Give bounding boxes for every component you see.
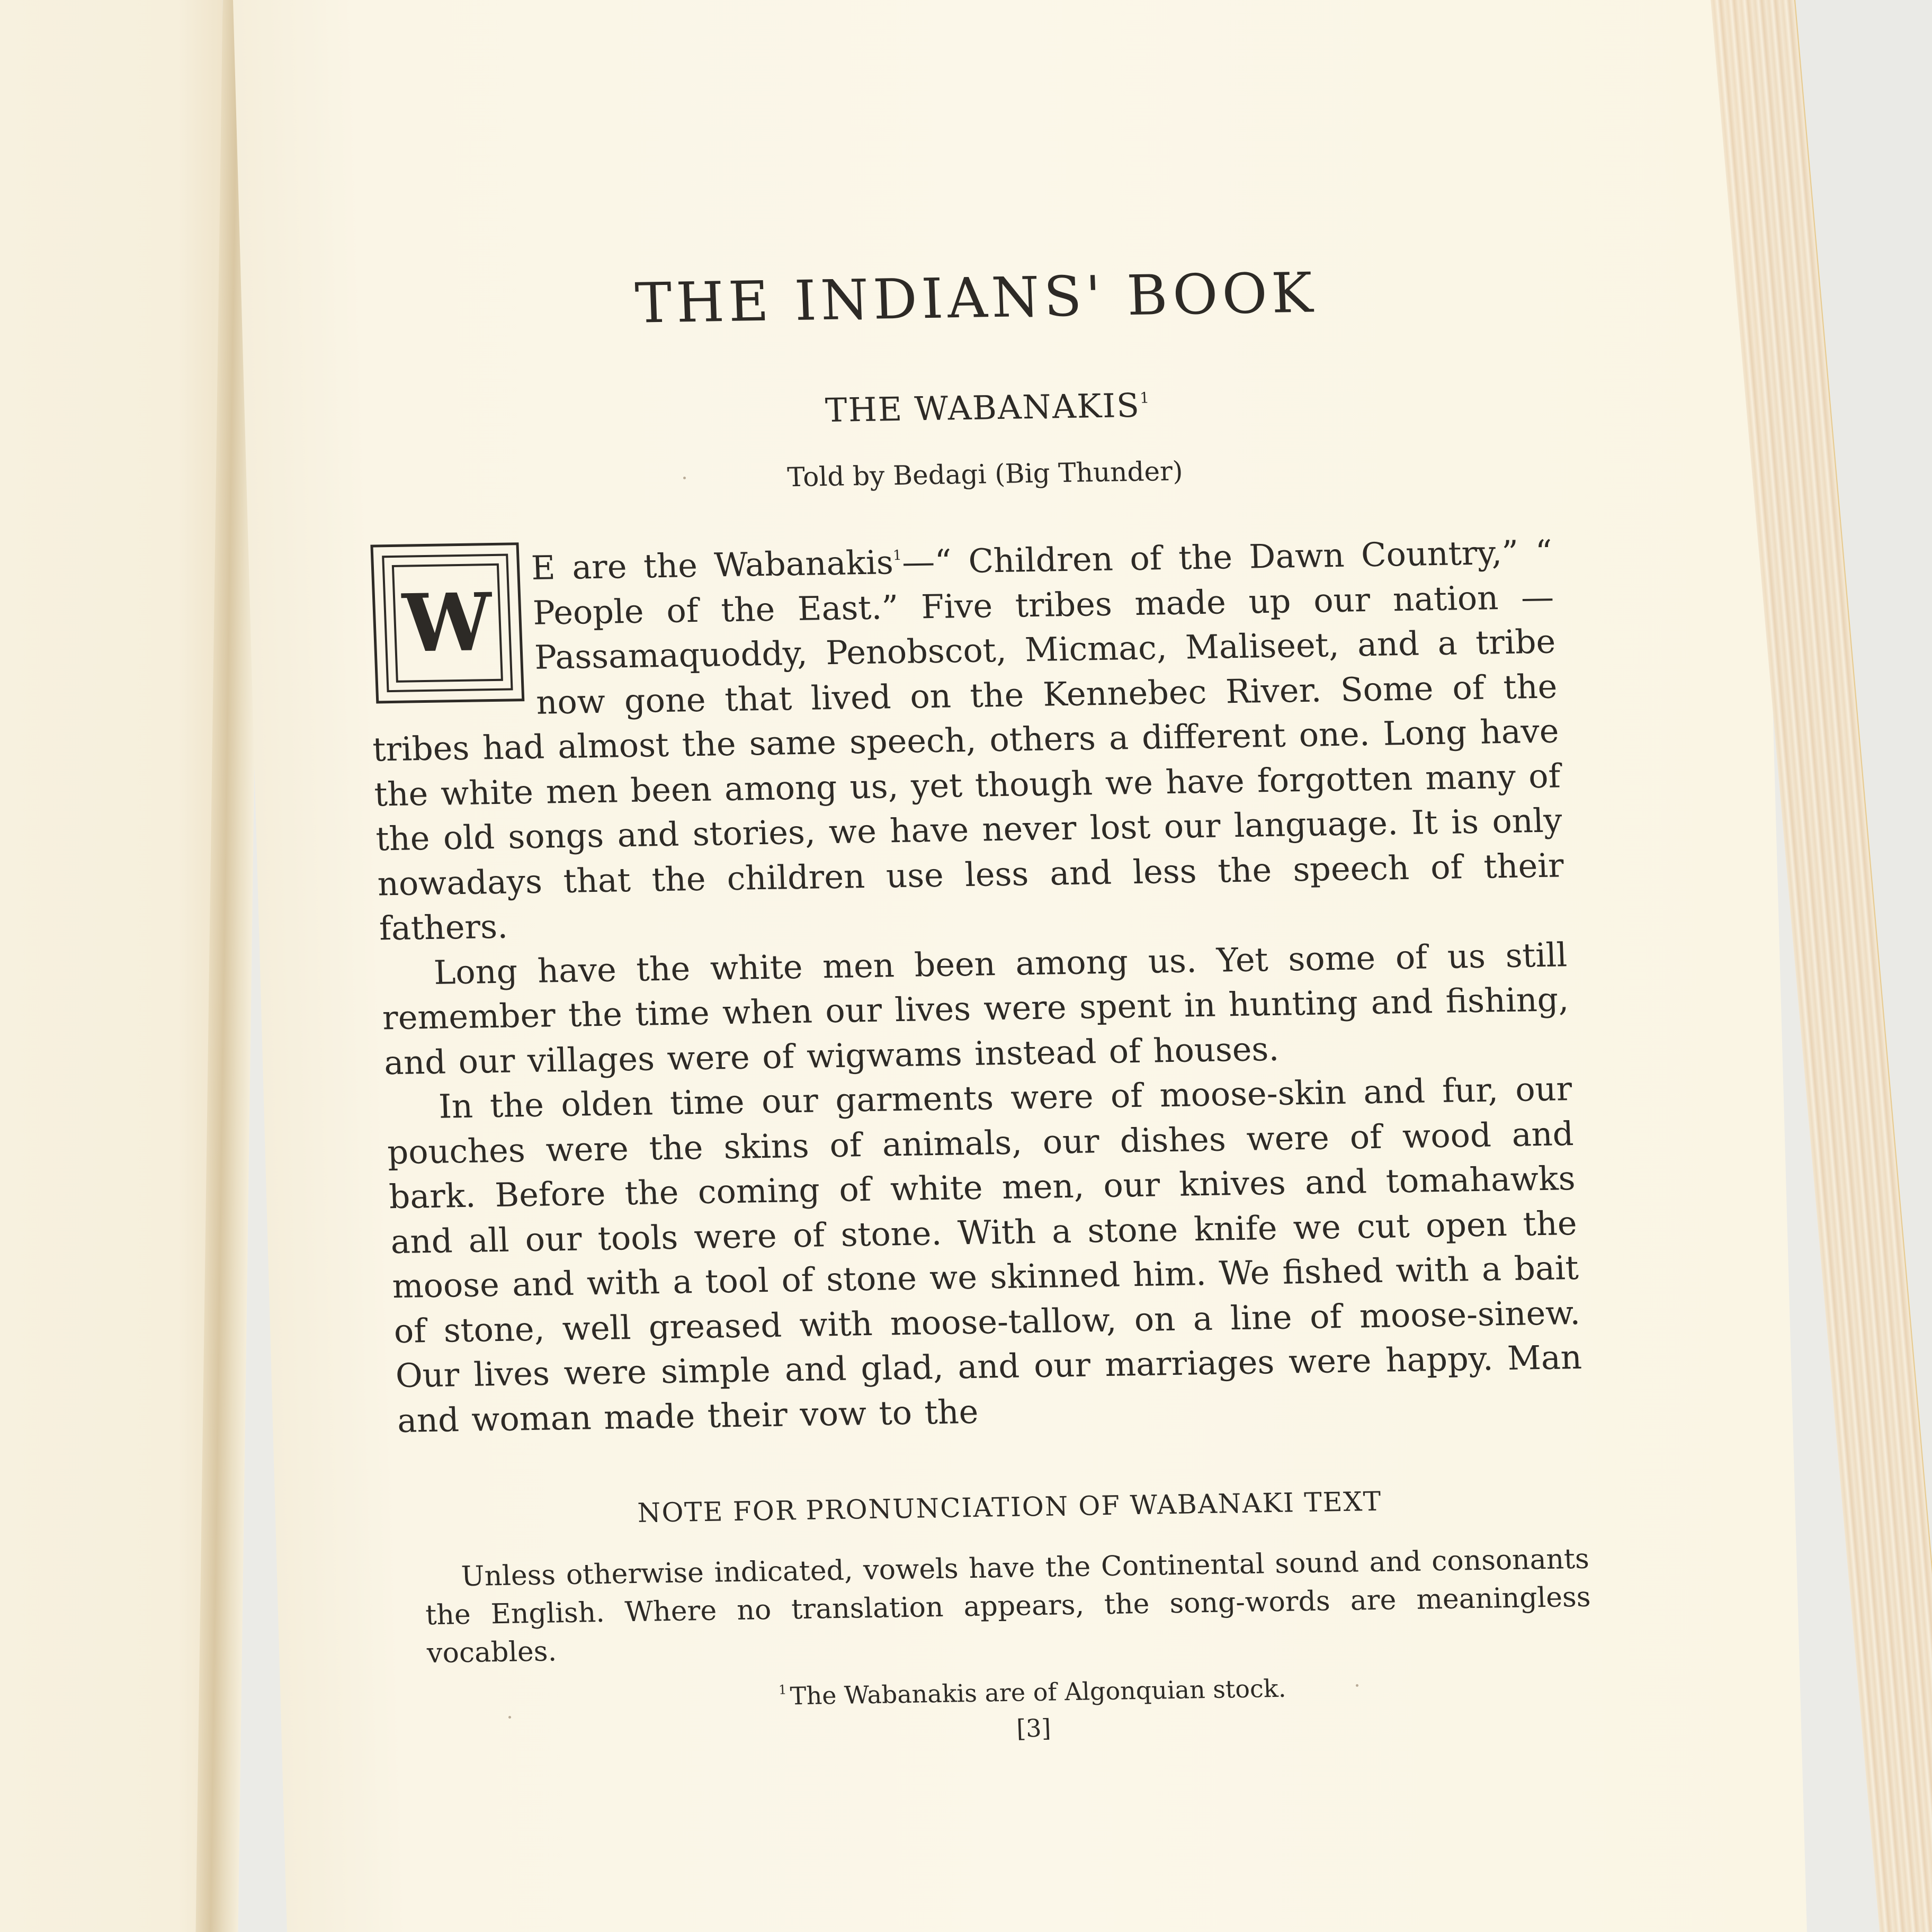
dropcap-frame <box>370 542 524 703</box>
page-number: [3] <box>1016 1713 1052 1743</box>
byline: Told by Bedagi (Big Thunder) <box>786 455 1184 493</box>
footnote-marker: 1 <box>778 1682 787 1697</box>
footnote-text: The Wabanakis are of Algonquian stock. <box>789 1674 1287 1711</box>
note-paragraph: Unless otherwise indicated, vowels have the Continental sound and consonants the English. Where no translation appears, the song-words are meaningless vocables. <box>425 1543 1591 1670</box>
dropcap-letter: W <box>392 564 503 683</box>
book-title: THE INDIANS' BOOK <box>634 260 1318 336</box>
chapter-title <box>360 380 1547 437</box>
footnote-ref: 1 <box>892 547 902 564</box>
body-text <box>365 523 1584 1443</box>
paragraph-2: Long have the white men been among us. Yet some of us still remember the time when our lives were spent in hunting and fishing, and our villages were of wigwams instead of houses. <box>381 935 1570 1082</box>
paragraph-1-start: E are the Wabanakis <box>530 543 894 587</box>
paragraph-3: In the olden time our garments were of moose-skin and fur, our pouches were the skins of animals, our dishes were of wood and bark. Before the coming of white men, our knives and tomahawks and all our tools were of stone. With a stone knife we cut open the moose and with a tool of stone we skinned him. We fished with a bait of stone, well greased with moose-tallow, on a line of moose-sinew. Our lives were simple and glad, and our marriages were happy. Man and woman made their vow to the <box>387 1069 1582 1440</box>
left-page-blank <box>0 0 222 1932</box>
dropcap-inner-frame <box>382 554 513 693</box>
note-text <box>402 1540 1593 1673</box>
note-title: NOTE FOR PRONUNCIATION OF WABANAKI TEXT <box>637 1486 1383 1528</box>
page-text-block <box>355 246 1596 1752</box>
paragraph-1-rest: —“ Children of the Dawn Country,” “ People of the East.” Five tribes made up our nation —Passamaquoddy, Penobscot, Micmac, Maliseet, and a tribe now gone that lived on the Kennebec River. Some of the tribes had almost the same speech, others a different one. Long have the white men been among us, yet though we have forgotten many of the old songs and stories, we have never lost our language. It is only nowadays that the children use less and less the speech of their fathers. <box>372 532 1564 948</box>
paragraph-1 <box>365 523 1566 951</box>
chapter-footnote-ref: 1 <box>1139 389 1151 407</box>
chapter-title-text: THE WABANAKIS <box>824 386 1141 430</box>
